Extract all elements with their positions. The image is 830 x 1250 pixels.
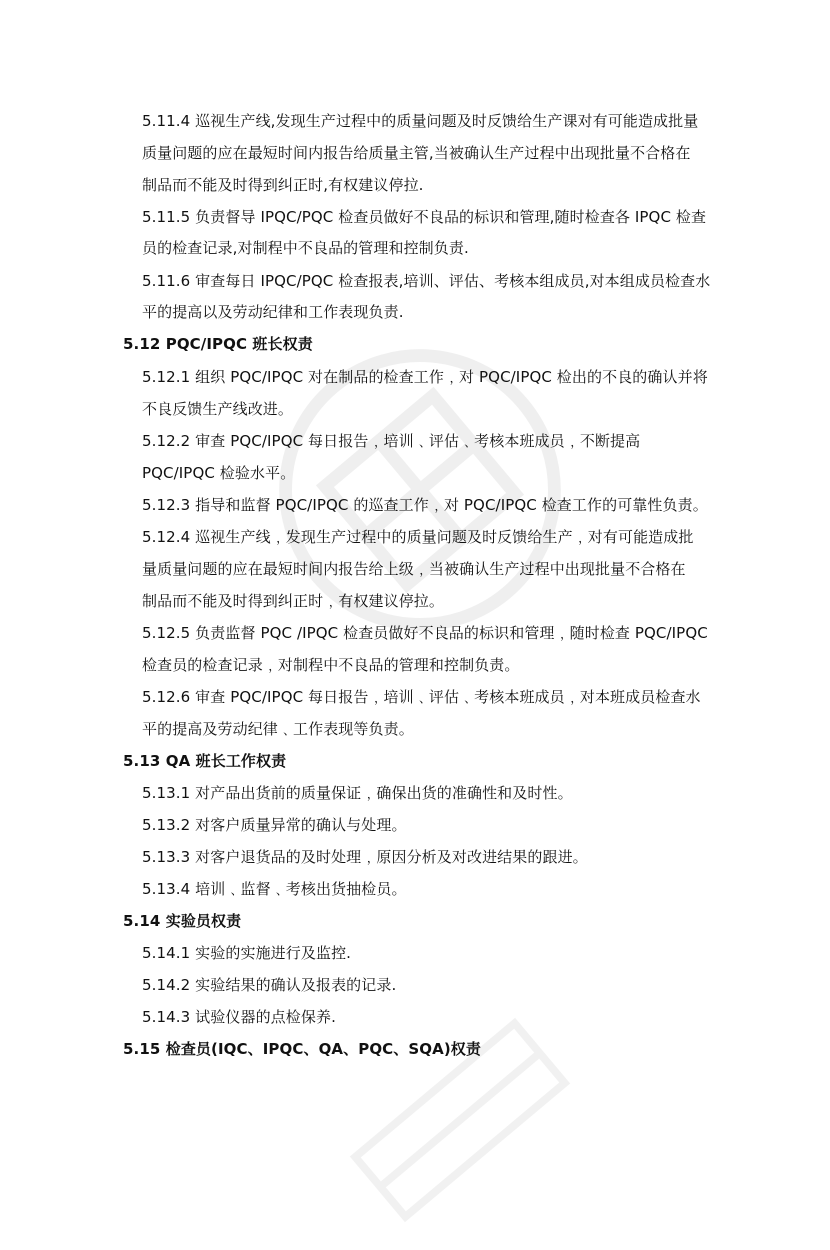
paragraph-5-11-5-line1: 5.11.5 负责督导 IPQC/PQC 检查员做好不良品的标识和管理,随时检查各 IPQC 检查 (142, 208, 707, 226)
paragraph-5-12-6-line1: 5.12.6 审查 PQC/IPQC 每日报告﹐培训﹑评估﹑考核本班成员﹐对本班成员检查水 (142, 688, 701, 706)
section-heading-5-14: 5.14 实验员权责 (123, 912, 242, 930)
paragraph-5-12-4-line2: 量质量问题的应在最短时间内报告给上级﹐当被确认生产过程中出现批量不合格在 (142, 560, 686, 578)
paragraph-5-11-5-line2: 员的检查记录,对制程中不良品的管理和控制负责. (142, 239, 469, 257)
paragraph-5-12-3: 5.12.3 指导和监督 PQC/IPQC 的巡查工作﹐对 PQC/IPQC 检查工作的可靠性负责。 (142, 496, 708, 514)
watermark-logo-bottom (322, 990, 598, 1249)
paragraph-5-13-2: 5.13.2 对客户质量异常的确认与处理。 (142, 816, 407, 834)
paragraph-5-13-1: 5.13.1 对产品出货前的质量保证﹐确保出货的准确性和及时性。 (142, 784, 573, 802)
paragraph-5-13-4: 5.13.4 培训﹑监督﹑考核出货抽检员。 (142, 880, 407, 898)
paragraph-5-14-3: 5.14.3 试验仪器的点检保养. (142, 1008, 336, 1026)
paragraph-5-12-1-line2: 不良反馈生产线改进。 (142, 400, 294, 418)
paragraph-5-12-4-line3: 制品而不能及时得到纠正时﹐有权建议停拉。 (142, 592, 445, 610)
paragraph-5-11-6-line1: 5.11.6 审查每日 IPQC/PQC 检查报表,培训、评估、考核本组成员,对本组成员检查水 (142, 272, 711, 290)
paragraph-5-12-2-line1: 5.12.2 审查 PQC/IPQC 每日报告﹐培训﹑评估﹑考核本班成员﹐不断提高 (142, 432, 641, 450)
paragraph-5-11-4-line3: 制品而不能及时得到纠正时,有权建议停拉. (142, 176, 424, 194)
section-heading-5-13: 5.13 QA 班长工作权责 (123, 752, 287, 770)
paragraph-5-11-4-line1: 5.11.4 巡视生产线,发现生产过程中的质量问题及时反馈给生产课对有可能造成批量 (142, 112, 699, 130)
paragraph-5-12-5-line1: 5.12.5 负责监督 PQC /IPQC 检查员做好不良品的标识和管理﹐随时检查 PQC/IPQC (142, 624, 708, 642)
paragraph-5-12-5-line2: 检查员的检查记录﹐对制程中不良品的管理和控制负责。 (142, 656, 520, 674)
section-heading-5-12: 5.12 PQC/IPQC 班长权责 (123, 335, 313, 353)
paragraph-5-12-2-line2: PQC/IPQC 检验水平。 (142, 464, 296, 482)
paragraph-5-12-4-line1: 5.12.4 巡视生产线﹐发现生产过程中的质量问题及时反馈给生产﹐对有可能造成批 (142, 528, 694, 546)
paragraph-5-12-6-line2: 平的提高及劳动纪律﹑工作表现等负责。 (142, 720, 414, 738)
paragraph-5-12-1-line1: 5.12.1 组织 PQC/IPQC 对在制品的检查工作﹐对 PQC/IPQC 检出的不良的确认并将 (142, 368, 708, 386)
paragraph-5-14-1: 5.14.1 实验的实施进行及监控. (142, 944, 352, 962)
section-heading-5-15: 5.15 检查员(IQC、IPQC、QA、PQC、SQA)权责 (123, 1040, 481, 1058)
paragraph-5-14-2: 5.14.2 实验结果的确认及报表的记录. (142, 976, 397, 994)
watermark-logo (195, 265, 646, 716)
paragraph-5-13-3: 5.13.3 对客户退货品的及时处理﹐原因分析及对改进结果的跟进。 (142, 848, 588, 866)
paragraph-5-11-6-line2: 平的提高以及劳动纪律和工作表现负责. (142, 303, 404, 321)
paragraph-5-11-4-line2: 质量问题的应在最短时间内报告给质量主管,当被确认生产过程中出现批量不合格在 (142, 144, 691, 162)
